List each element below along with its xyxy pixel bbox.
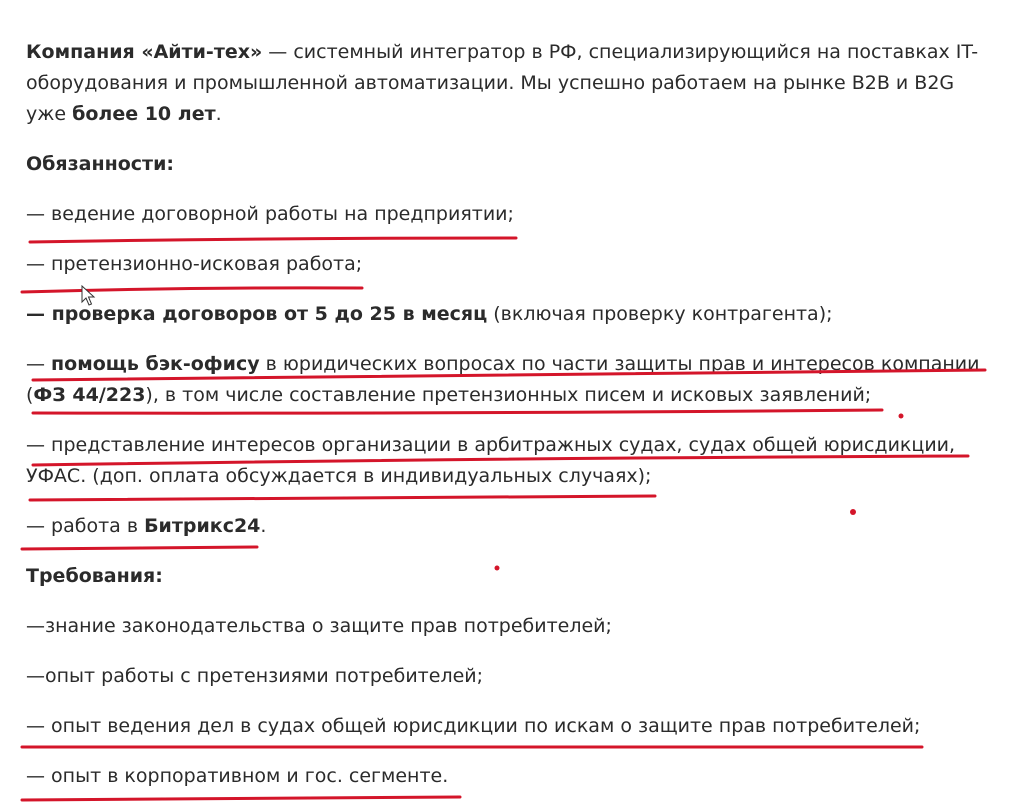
vacancy-text: [26, 37, 986, 811]
req-item-1: —знание законодательства о защите прав потребителей;: [26, 615, 612, 637]
duty-item-6-bold: Битрикс24: [144, 515, 261, 537]
duty-item-6-prefix: — работа в: [26, 515, 145, 537]
company-name: Компания «Айти-тех»: [26, 41, 263, 63]
duty-item-3: [26, 299, 986, 330]
duty-item-3-rest: (включая проверку контрагента);: [487, 303, 833, 325]
duties-heading: Обязанности:: [26, 153, 174, 175]
intro-text: — системный интегратор в РФ, специализирующийся на поставках IT-оборудования и промышленной автоматизации. Мы успешно работаем на рынке B2B и B2G уже: [26, 41, 979, 125]
duty-item-4: [26, 349, 986, 411]
duty-item-4-prefix: —: [26, 353, 52, 375]
req-item-4: — опыт в корпоративном и гос. сегменте.: [26, 765, 449, 787]
duty-item-3-bold: проверка договоров от 5 до 25 в месяц: [51, 303, 488, 325]
req-item-3: — опыт ведения дел в судах общей юрисдикции по искам о защите прав потребителей;: [26, 715, 921, 737]
duty-item-4-mid: в юридических вопросах по части защиты прав и интересов компании (: [26, 353, 980, 406]
arrow-cursor-icon: [81, 285, 97, 307]
years-text: более 10 лет: [72, 103, 216, 125]
duty-item-6: [26, 511, 986, 542]
duty-item-5: — представление интересов организации в арбитражных судах, судах общей юрисдикции, УФАС. (доп. оплата обсуждается в индивидуальных случаях);: [26, 434, 956, 487]
intro-paragraph: [26, 37, 986, 130]
req-item-2: —опыт работы с претензиями потребителей;: [26, 665, 484, 687]
duty-item-4-bold: помощь бэк-офису: [51, 353, 260, 375]
duty-item-1: — ведение договорной работы на предприятии;: [26, 203, 514, 225]
duty-item-2: — претензионно-исковая работа;: [26, 253, 363, 275]
requirements-heading: Требования:: [26, 565, 163, 587]
duty-item-4-rest: ), в том числе составление претензионных писем и исковых заявлений;: [145, 384, 872, 406]
duty-item-4-law: ФЗ 44/223: [33, 384, 146, 406]
intro-end: .: [215, 103, 222, 125]
duty-item-6-rest: .: [260, 515, 267, 537]
duty-item-3-prefix: —: [26, 303, 52, 325]
